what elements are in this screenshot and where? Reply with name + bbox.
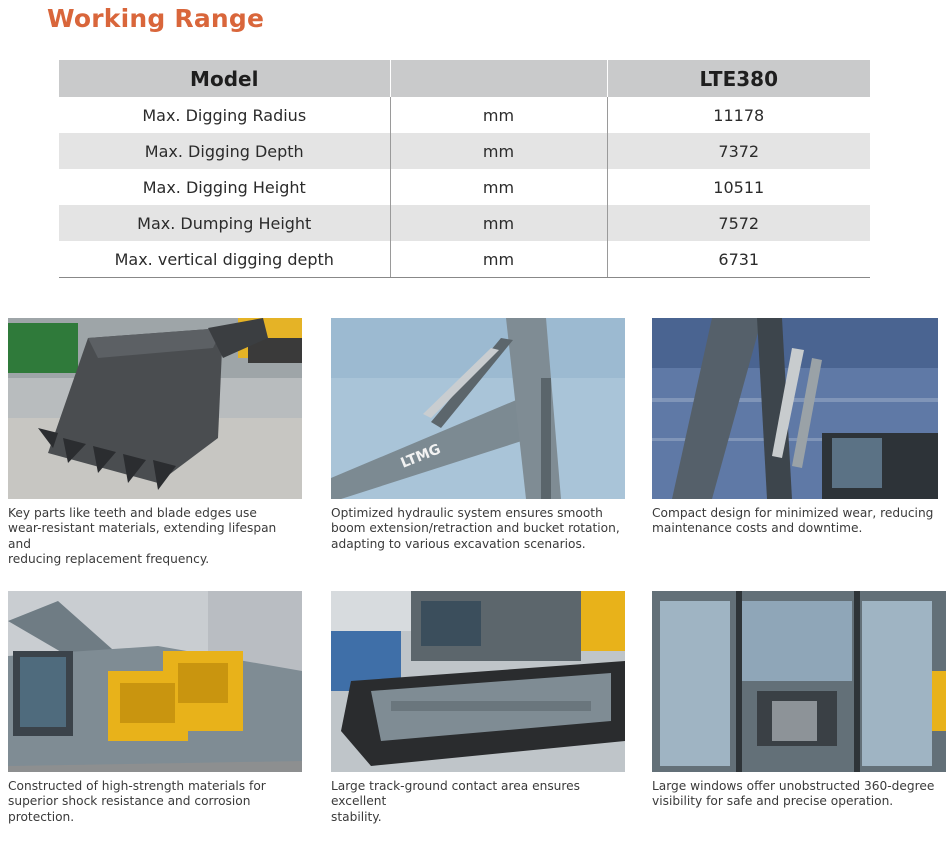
feature-caption: Optimized hydraulic system ensures smooth boom extension/retraction and bucket rotation, adapting to various excavation scenarios. [331,506,620,551]
row-value: 11178 [607,97,870,133]
row-parameter: Max. Digging Depth [59,133,390,169]
table-row [59,97,870,133]
table-row [59,205,870,241]
feature-caption: Large windows offer unobstructed 360-degree visibility for safe and precise operation. [652,779,935,809]
excavator-track-undercarriage-photo [331,591,625,772]
row-unit: mm [390,97,607,133]
row-unit: mm [390,169,607,205]
row-unit: mm [390,241,607,278]
row-value: 7372 [607,133,870,169]
table-row [59,169,870,205]
section-title: Working Range [47,4,265,33]
working-range-table [59,60,870,278]
feature-caption: Constructed of high-strength materials for superior shock resistance and corrosion protection. [8,779,266,824]
excavator-boom-hydraulic-cylinder-photo [331,318,625,499]
row-value: 10511 [607,169,870,205]
row-parameter: Max. Dumping Height [59,205,390,241]
feature-card-hydraulic [331,318,626,558]
excavator-cab-interior-photo [652,591,946,772]
feature-card-bucket [8,318,302,566]
row-parameter: Max. Digging Radius [142,105,307,125]
excavator-side-body-photo [8,591,302,772]
row-value: 6731 [607,241,870,278]
row-parameter: Max. Digging Height [142,177,306,197]
row-unit: mm [390,205,607,241]
excavator-bucket-teeth-photo [8,318,302,499]
table-row [59,241,870,278]
row-parameter: Max. vertical digging depth [59,241,390,278]
table-header-row [59,60,870,97]
feature-caption: Key parts like teeth and blade edges use wear-resistant materials, extending lifespan and reducing replacement frequency. [8,506,277,566]
feature-card-materials [8,591,302,831]
feature-card-compact [652,318,946,558]
feature-caption: Large track-ground contact area ensures excellent stability. [331,779,580,824]
row-unit: mm [390,133,607,169]
boom-logo-text: LTMG [398,441,444,472]
feature-caption: Compact design for minimized wear, reducing maintenance costs and downtime. [652,506,934,536]
header-unit [390,60,607,97]
excavator-cab-and-boom-photo [652,318,938,499]
feature-card-stability [331,591,631,831]
header-lte380: LTE380 [607,60,870,97]
table-row [59,133,870,169]
feature-card-visibility [652,591,946,831]
header-model: Model [59,60,390,97]
row-value: 7572 [607,205,870,241]
